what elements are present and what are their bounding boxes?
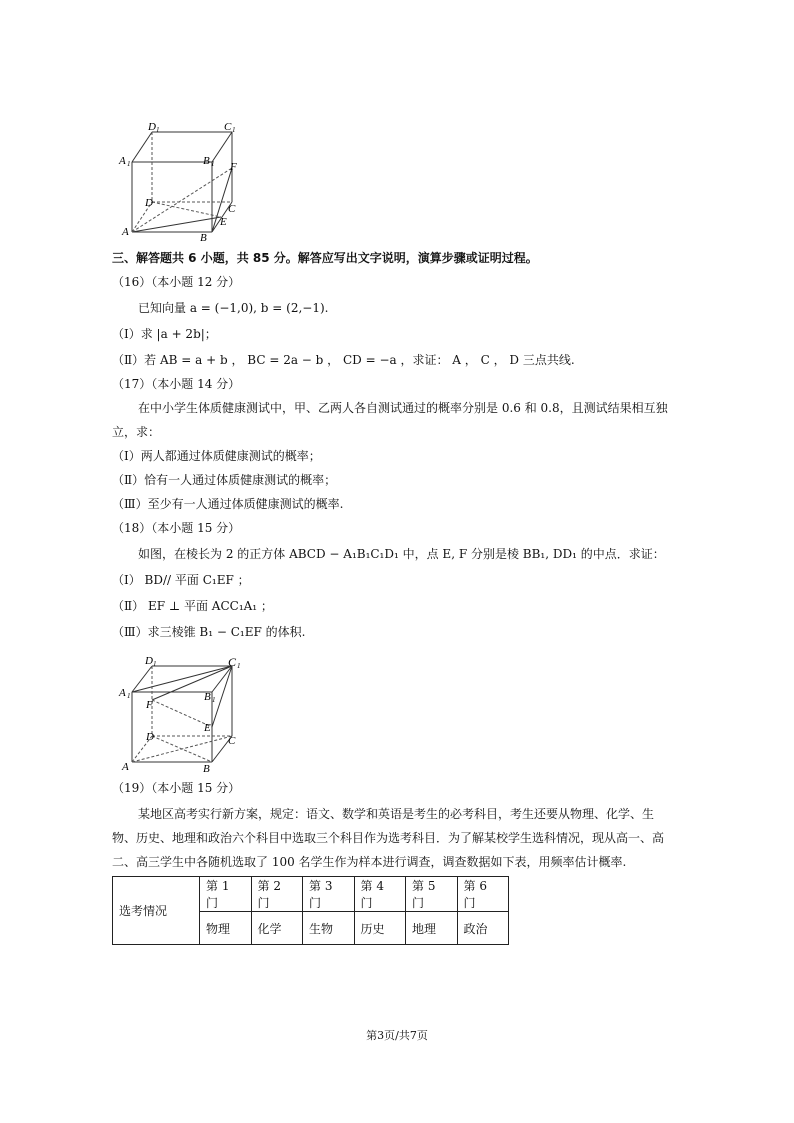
table-row-header: 选考情况 [113,877,200,945]
table-cell: 化学 [251,912,303,945]
label-a1: A [119,687,126,699]
label-c: C [228,735,236,747]
cube-figure-2 [112,652,252,776]
q17-title: （17）（本小题 14 分） [112,377,241,391]
svg-text:1: 1 [127,692,131,700]
q19-stem-line2: 物、历史、地理和政治六个科目中选取三个科目作为选考科目．为了解某校学生选科情况，现从高一、高 [112,831,665,845]
svg-text:1: 1 [237,662,241,670]
table-row [113,877,509,912]
label-c1: C [224,121,232,133]
q19-title: （19）（本小题 15 分） [112,781,241,795]
q17-part1: （Ⅰ）两人都通过体质健康测试的概率； [112,449,321,463]
label-d: D [146,731,154,743]
table-col-header: 第 5 门 [406,877,458,912]
label-c1: C [228,655,237,669]
q18-part3: （Ⅲ）求三棱锥 B₁ − C₁EF 的体积. [112,625,306,639]
label-e: E [220,216,227,228]
label-b1: B [204,691,211,703]
q18-stem: 如图，在棱长为 2 的正方体 ABCD − A₁B₁C₁D₁ 中，点 E, F 分别是棱 BB₁, DD₁ 的中点．求证： [138,547,665,561]
label-a: A [122,226,129,238]
label-d: D [145,197,153,209]
table-cell: 历史 [354,912,406,945]
svg-text:1: 1 [153,660,157,668]
q19-stem-line1: 某地区高考实行新方案，规定：语文、数学和英语是考生的必考科目，考生还要从物理、化学、生 [138,807,655,821]
q16-stem: 已知向量 a = (−1,0), b = (2,−1). [138,301,329,315]
table-col-header: 第 3 门 [303,877,355,912]
label-b: B [203,763,210,775]
table-col-header: 第 2 门 [251,877,303,912]
table-cell: 地理 [406,912,458,945]
table-cell: 物理 [200,912,252,945]
q16-part1: （Ⅰ）求 |a + 2b|； [112,327,217,341]
table-col-header: 第 1 门 [200,877,252,912]
q18-part1: （Ⅰ） BD// 平面 C₁EF ； [112,573,250,587]
q18-title: （18）（本小题 15 分） [112,521,241,535]
q17-part3: （Ⅲ）至少有一人通过体质健康测试的概率. [112,497,344,511]
subject-choice-table [112,876,509,945]
page-number: 第3页/共7页 [366,1029,428,1042]
table-col-header: 第 4 门 [354,877,406,912]
label-a1: A [119,155,126,167]
q17-part2: （Ⅱ）恰有一人通过体质健康测试的概率； [112,473,337,487]
label-f: F [146,699,153,711]
label-c: C [228,203,236,215]
q16-part2: （Ⅱ）若 AB = a + b ， BC = 2a − b ， CD = −a ，求证： A ， C ， D 三点共线. [112,353,575,367]
label-d1: D [148,121,156,133]
q18-part2: （Ⅱ） EF ⊥ 平面 ACC₁A₁ ； [112,599,273,613]
cube-figure-1 [112,118,252,244]
table-cell: 政治 [457,912,509,945]
table-cell: 生物 [303,912,355,945]
svg-text:1: 1 [212,696,216,704]
table-col-header: 第 6 门 [457,877,509,912]
q19-stem-line3: 二、高三学生中各随机选取了 100 名学生作为样本进行调查，调查数据如下表，用频率估计概率. [112,855,627,869]
svg-text:1: 1 [232,126,236,134]
label-f: F [230,161,237,173]
svg-text:1: 1 [127,160,131,168]
label-d1: D [145,655,153,667]
label-b: B [200,232,207,244]
label-b1: B [203,155,210,167]
q17-stem-line2: 立，求： [112,425,161,439]
q16-title: （16）（本小题 12 分） [112,275,241,289]
section-heading: 三、解答题共 6 小题，共 85 分。解答应写出文字说明，演算步骤或证明过程。 [112,251,538,265]
label-e: E [204,722,211,734]
svg-text:1: 1 [156,126,160,134]
label-a: A [122,761,129,773]
q17-stem-line1: 在中小学生体质健康测试中，甲、乙两人各自测试通过的概率分别是 0.6 和 0.8，且测试结果相互独 [138,401,668,415]
svg-text:1: 1 [211,160,215,168]
